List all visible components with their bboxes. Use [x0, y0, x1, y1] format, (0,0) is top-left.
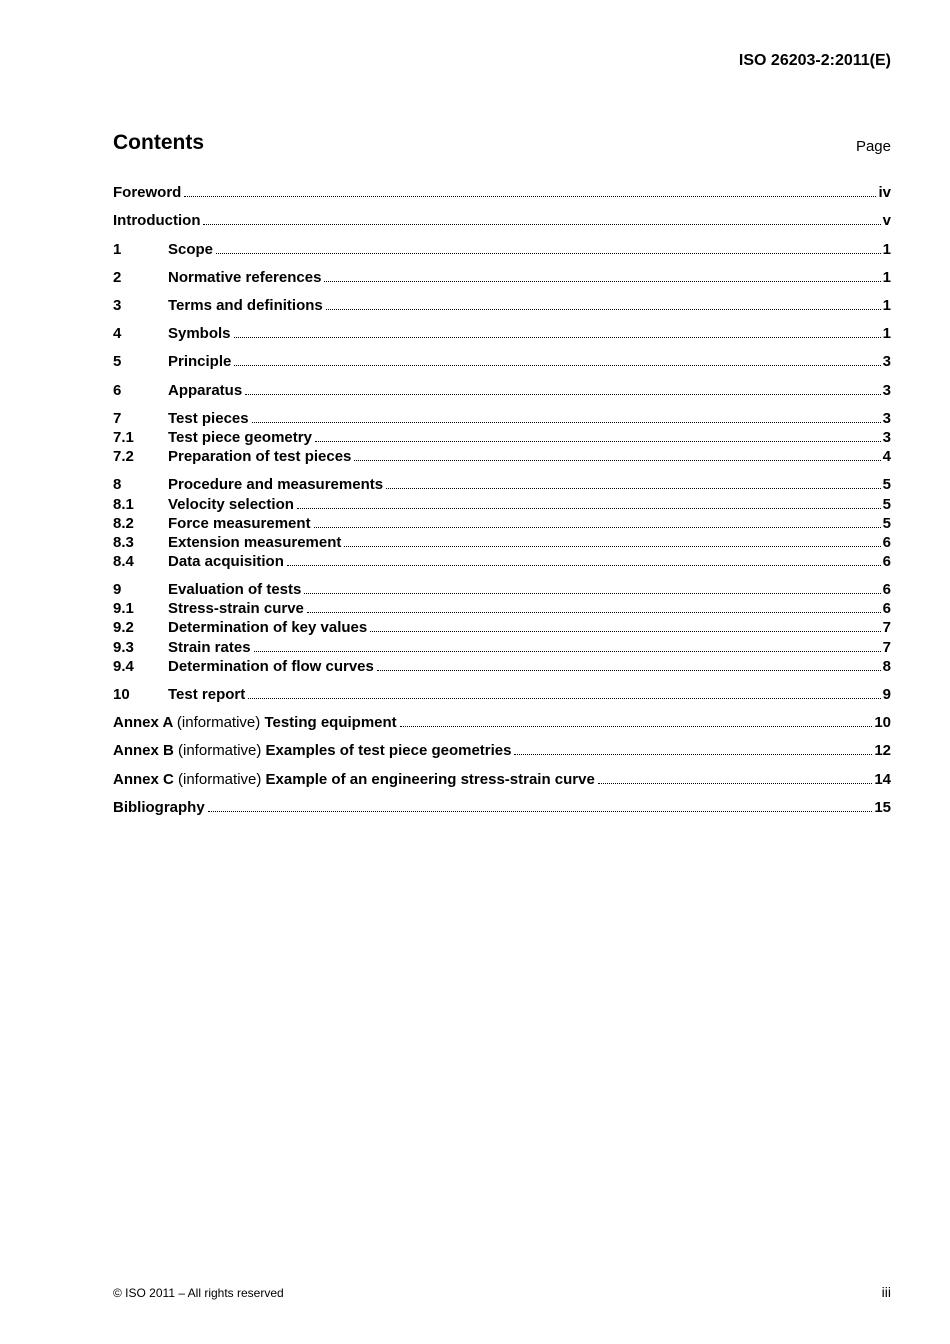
toc-entry[interactable]: [113, 324, 891, 343]
toc-entry-title: Strain rates: [168, 639, 251, 656]
toc-entry[interactable]: [113, 514, 891, 533]
toc-entry[interactable]: [113, 638, 891, 657]
toc-entry-title: Force measurement: [168, 515, 311, 532]
footer-page-number: iii: [881, 1284, 891, 1300]
toc-entry-page: 12: [874, 742, 891, 759]
toc-entry-title: Test piece geometry: [168, 429, 312, 446]
dot-leader: [344, 545, 880, 547]
toc-entry[interactable]: [113, 296, 891, 315]
annex-informative-note: (informative): [178, 742, 262, 759]
toc-entry-page: 1: [882, 325, 891, 342]
toc-entry-number: 7.1: [113, 429, 134, 446]
dot-leader: [234, 336, 881, 338]
toc-entry-page: v: [882, 212, 891, 229]
toc-entry-number: 7: [113, 410, 122, 427]
toc-entry[interactable]: [113, 352, 891, 371]
toc-entry-number: 7.2: [113, 448, 134, 465]
toc-entry-title: Determination of key values: [168, 619, 368, 636]
toc-entry-label: [168, 428, 312, 447]
dot-leader: [245, 393, 880, 395]
toc-entry-page: 10: [874, 714, 891, 731]
toc-entry[interactable]: [113, 475, 891, 494]
toc-entry-number: 2: [113, 269, 122, 286]
toc-entry-page: 5: [882, 496, 891, 513]
toc-entry-label: [168, 324, 231, 343]
toc-entry-label: [168, 599, 304, 618]
toc-entry-label: [168, 495, 294, 514]
toc-entry-page: 8: [882, 658, 891, 675]
toc-entry-label: [168, 240, 213, 259]
dot-leader: [370, 630, 880, 632]
document-id: ISO 26203-2:2011(E): [738, 52, 891, 69]
toc-entry-label: [168, 409, 249, 428]
annex-informative-note: (informative): [176, 714, 261, 731]
toc-entry-label: [113, 183, 181, 202]
toc-entry-page: iv: [878, 184, 891, 201]
toc-entry-page: 3: [882, 429, 891, 446]
toc-entry[interactable]: [113, 798, 891, 817]
toc-entry-number: 6: [113, 382, 122, 399]
toc-entry-title: Foreword: [113, 184, 182, 201]
toc-entry-title: Principle: [168, 353, 232, 370]
toc-entry-page: 7: [882, 639, 891, 656]
toc-entry-title: Extension measurement: [168, 534, 342, 551]
toc-entry[interactable]: [113, 685, 891, 704]
dot-leader: [248, 697, 880, 699]
toc-entry-number: 1: [113, 241, 122, 258]
toc-entry-page: 6: [882, 581, 891, 598]
toc-entry[interactable]: [113, 770, 891, 789]
toc-entry-page: 3: [882, 382, 891, 399]
toc-entry-title: Preparation of test pieces: [168, 448, 352, 465]
toc-entry-title: Testing equipment: [264, 714, 397, 731]
dot-leader: [287, 564, 881, 566]
toc-entry-title: Data acquisition: [168, 553, 284, 570]
toc-entry-number: 9.2: [113, 619, 134, 636]
toc-entry-title: Determination of flow curves: [168, 658, 374, 675]
toc-entry[interactable]: [113, 599, 891, 618]
toc-entry-label: [168, 447, 351, 466]
toc-entry-label: [113, 211, 200, 230]
toc-entry-number: 9.1: [113, 600, 134, 617]
toc-entry[interactable]: [113, 409, 891, 428]
toc-entry-number: 5: [113, 353, 122, 370]
toc-entry-label: [168, 296, 323, 315]
dot-leader: [514, 753, 872, 755]
toc-entry-label: [168, 268, 321, 287]
toc-entry-label: [168, 580, 301, 599]
toc-entry-label: [113, 741, 511, 760]
toc-entry-number: 8: [113, 476, 122, 493]
toc-entry-title: Examples of test piece geometries: [265, 742, 512, 759]
page-column-label: Page: [855, 138, 891, 155]
toc-entry-number: 8.4: [113, 553, 134, 570]
contents-title: Contents: [113, 131, 204, 154]
dot-leader: [216, 252, 881, 254]
toc-entry-label: [113, 713, 397, 732]
toc-entry-number: 9: [113, 581, 122, 598]
toc-entry-number: 3: [113, 297, 122, 314]
toc-entry-page: 6: [882, 534, 891, 551]
toc-entry-number: 4: [113, 325, 122, 342]
toc-entry-page: 1: [882, 297, 891, 314]
toc-entry-title: Bibliography: [113, 799, 205, 816]
annex-prefix: Annex B: [113, 742, 174, 759]
footer-copyright: © ISO 2011 – All rights reserved: [113, 1286, 284, 1300]
toc-entry-label: [168, 475, 383, 494]
toc-entry[interactable]: [113, 211, 891, 230]
toc-entry-label: [168, 533, 341, 552]
toc-entry-title: Procedure and measurements: [168, 476, 384, 493]
toc-entry[interactable]: [113, 495, 891, 514]
dot-leader: [354, 459, 880, 461]
dot-leader: [315, 440, 881, 442]
toc-entry-page: 15: [874, 799, 891, 816]
toc-entry[interactable]: [113, 428, 891, 447]
toc-entry-page: 4: [882, 448, 891, 465]
annex-prefix: Annex C: [113, 771, 174, 788]
toc-entry-title: Velocity selection: [168, 496, 294, 513]
dot-leader: [297, 507, 881, 509]
toc-entry-label: [168, 618, 367, 637]
toc-entry-label: [168, 381, 242, 400]
toc-entry-number: 10: [113, 686, 130, 703]
toc-entry[interactable]: [113, 741, 891, 760]
dot-leader: [400, 725, 873, 727]
dot-leader: [326, 308, 881, 310]
toc-entry[interactable]: [113, 657, 891, 676]
dot-leader: [307, 611, 881, 613]
dot-leader: [324, 280, 880, 282]
toc-entry-title: Scope: [168, 241, 214, 258]
toc-entry-page: 5: [882, 515, 891, 532]
toc-entry-title: Test pieces: [168, 410, 249, 427]
dot-leader: [254, 650, 881, 652]
dot-leader: [184, 195, 876, 197]
toc-entry[interactable]: [113, 580, 891, 599]
dot-leader: [208, 810, 873, 812]
toc-entry-number: 8.1: [113, 496, 134, 513]
toc-entry-number: 8.2: [113, 515, 134, 532]
toc-entry-title: Test report: [168, 686, 246, 703]
toc-entry-label: [168, 552, 284, 571]
toc-entry-title: Evaluation of tests: [168, 581, 302, 598]
toc-entry-page: 3: [882, 410, 891, 427]
dot-leader: [234, 364, 880, 366]
toc-entry[interactable]: [113, 447, 891, 466]
toc-entry[interactable]: [113, 552, 891, 571]
toc-entry-title: Apparatus: [168, 382, 243, 399]
toc-entry[interactable]: [113, 240, 891, 259]
toc-entry-page: 6: [882, 600, 891, 617]
toc-entry-label: [113, 798, 205, 817]
toc-entry[interactable]: [113, 713, 891, 732]
dot-leader: [203, 223, 880, 225]
toc-entry[interactable]: [113, 183, 891, 202]
toc-entry[interactable]: [113, 381, 891, 400]
toc-entry-label: [113, 770, 595, 789]
toc-entry-page: 7: [882, 619, 891, 636]
toc-entry-number: 9.4: [113, 658, 134, 675]
toc-entry[interactable]: [113, 268, 891, 287]
annex-informative-note: (informative): [178, 771, 262, 788]
toc-entry-page: 1: [882, 269, 891, 286]
toc-entry-label: [168, 657, 374, 676]
toc-entry-label: [168, 514, 311, 533]
toc-entry-title: Terms and definitions: [168, 297, 323, 314]
dot-leader: [386, 487, 881, 489]
toc-entry-title: Stress-strain curve: [168, 600, 304, 617]
toc-entry-label: [168, 638, 251, 657]
toc-entry-number: 8.3: [113, 534, 134, 551]
toc-entry[interactable]: [113, 618, 891, 637]
toc-entry-number: 9.3: [113, 639, 134, 656]
toc-entry-title: Normative references: [168, 269, 322, 286]
annex-prefix: Annex A: [113, 714, 173, 731]
dot-leader: [377, 669, 881, 671]
toc-entry-title: Symbols: [168, 325, 231, 342]
toc-entry-title: Introduction: [113, 212, 201, 229]
toc-entry-page: 6: [882, 553, 891, 570]
toc-entry-label: [168, 352, 231, 371]
toc-entry-title: Example of an engineering stress-strain curve: [265, 771, 595, 788]
toc-entry-page: 9: [882, 686, 891, 703]
toc-entry-page: 14: [874, 771, 891, 788]
toc-entry[interactable]: [113, 533, 891, 552]
dot-leader: [598, 782, 872, 784]
dot-leader: [314, 526, 881, 528]
toc-entry-page: 5: [882, 476, 891, 493]
toc-entry-label: [168, 685, 245, 704]
dot-leader: [252, 421, 881, 423]
toc-entry-page: 3: [882, 353, 891, 370]
toc-entry-page: 1: [882, 241, 891, 258]
dot-leader: [304, 592, 880, 594]
